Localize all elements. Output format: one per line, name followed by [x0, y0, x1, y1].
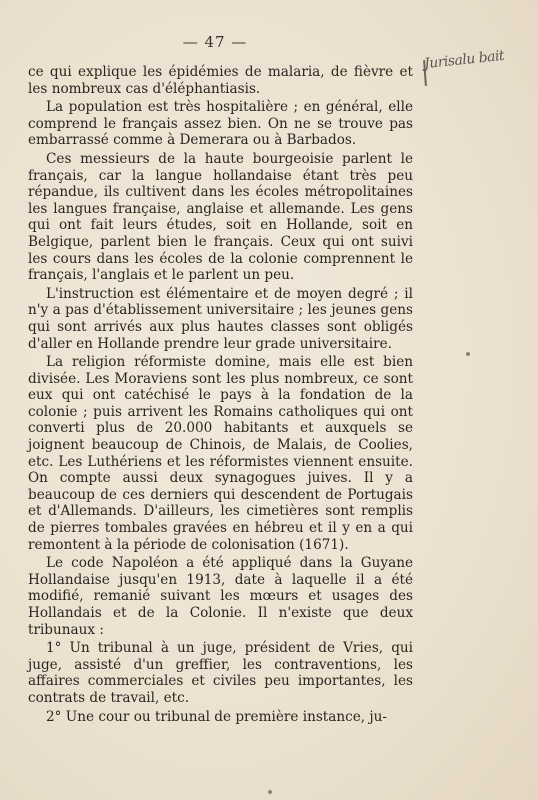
page-number: — 47 —	[182, 33, 248, 51]
handwritten-margin-note: Jurisalu bait	[423, 47, 505, 73]
paper-spot	[466, 352, 470, 356]
paragraph: La population est très hospitalière ; en général, elle comprend le français assez bien. On ne se trouve pas embarrassé comme à Demerara ou à Barbados.	[28, 99, 413, 149]
paragraph: La religion réformiste domine, mais elle est bien divisée. Les Moraviens sont les plus nombreux, ce sont eux qui ont catéchisé le pays à la fondation de la colonie ; puis arrivent les Romains catholiques qui ont converti plus de 20.000 habitants et auxquels se joignent beaucoup de Chinois, de Malais, de Coolies, etc. Les Luthériens et les réformistes viennent ensuite. On compte aussi deux synagogues juives. Il y a beaucoup de ces derniers qui descendent de Portugais et d'Allemands. D'ailleurs, les cimetières sont remplis de pierres tombales gravées en hébreu et il y en a qui remontent à la période de colonisation (1671).	[28, 354, 413, 553]
paragraph: Le code Napoléon a été appliqué dans la Guyane Hollandaise jusqu'en 1913, date à laquelle il a été modifié, remanié suivant les mœurs et usages des Hollandais et de la Colonie. Il n'existe que deux tribunaux :	[28, 555, 413, 638]
paragraph: ce qui explique les épidémies de malaria, de fièvre et les nombreux cas d'éléphantiasis.	[28, 64, 413, 97]
paper-spot	[268, 790, 272, 794]
paragraph: 2° Une cour ou tribunal de première instance, ju-	[46, 708, 387, 725]
paragraph: Ces messieurs de la haute bourgeoisie parlent le français, car la langue hollandaise étant très peu répandue, ils cultivent dans les écoles métropolitaines les langues française, anglaise et allemande. Les gens qui ont fait leurs études, soit en Hollande, soit en Belgique, parlent bien le français. Ceux qui ont suivi les cours dans les écoles de la colonie comprennent le français, l'anglais et le parlent un peu.	[28, 150, 413, 284]
paragraph: 1° Un tribunal à un juge, président de Vries, qui juge, assisté d'un greffier, les contraventions, les affaires commerciales et civiles peu importantes, les contrats de travail, etc.	[28, 640, 413, 706]
body-text	[28, 64, 413, 727]
paragraph: L'instruction est élémentaire et de moyen degré ; il n'y a pas d'établissement universitaire ; les jeunes gens qui sont arrivés aux plus hautes classes sont obligés d'aller en Hollande prendre leur grade universitaire.	[28, 285, 413, 352]
